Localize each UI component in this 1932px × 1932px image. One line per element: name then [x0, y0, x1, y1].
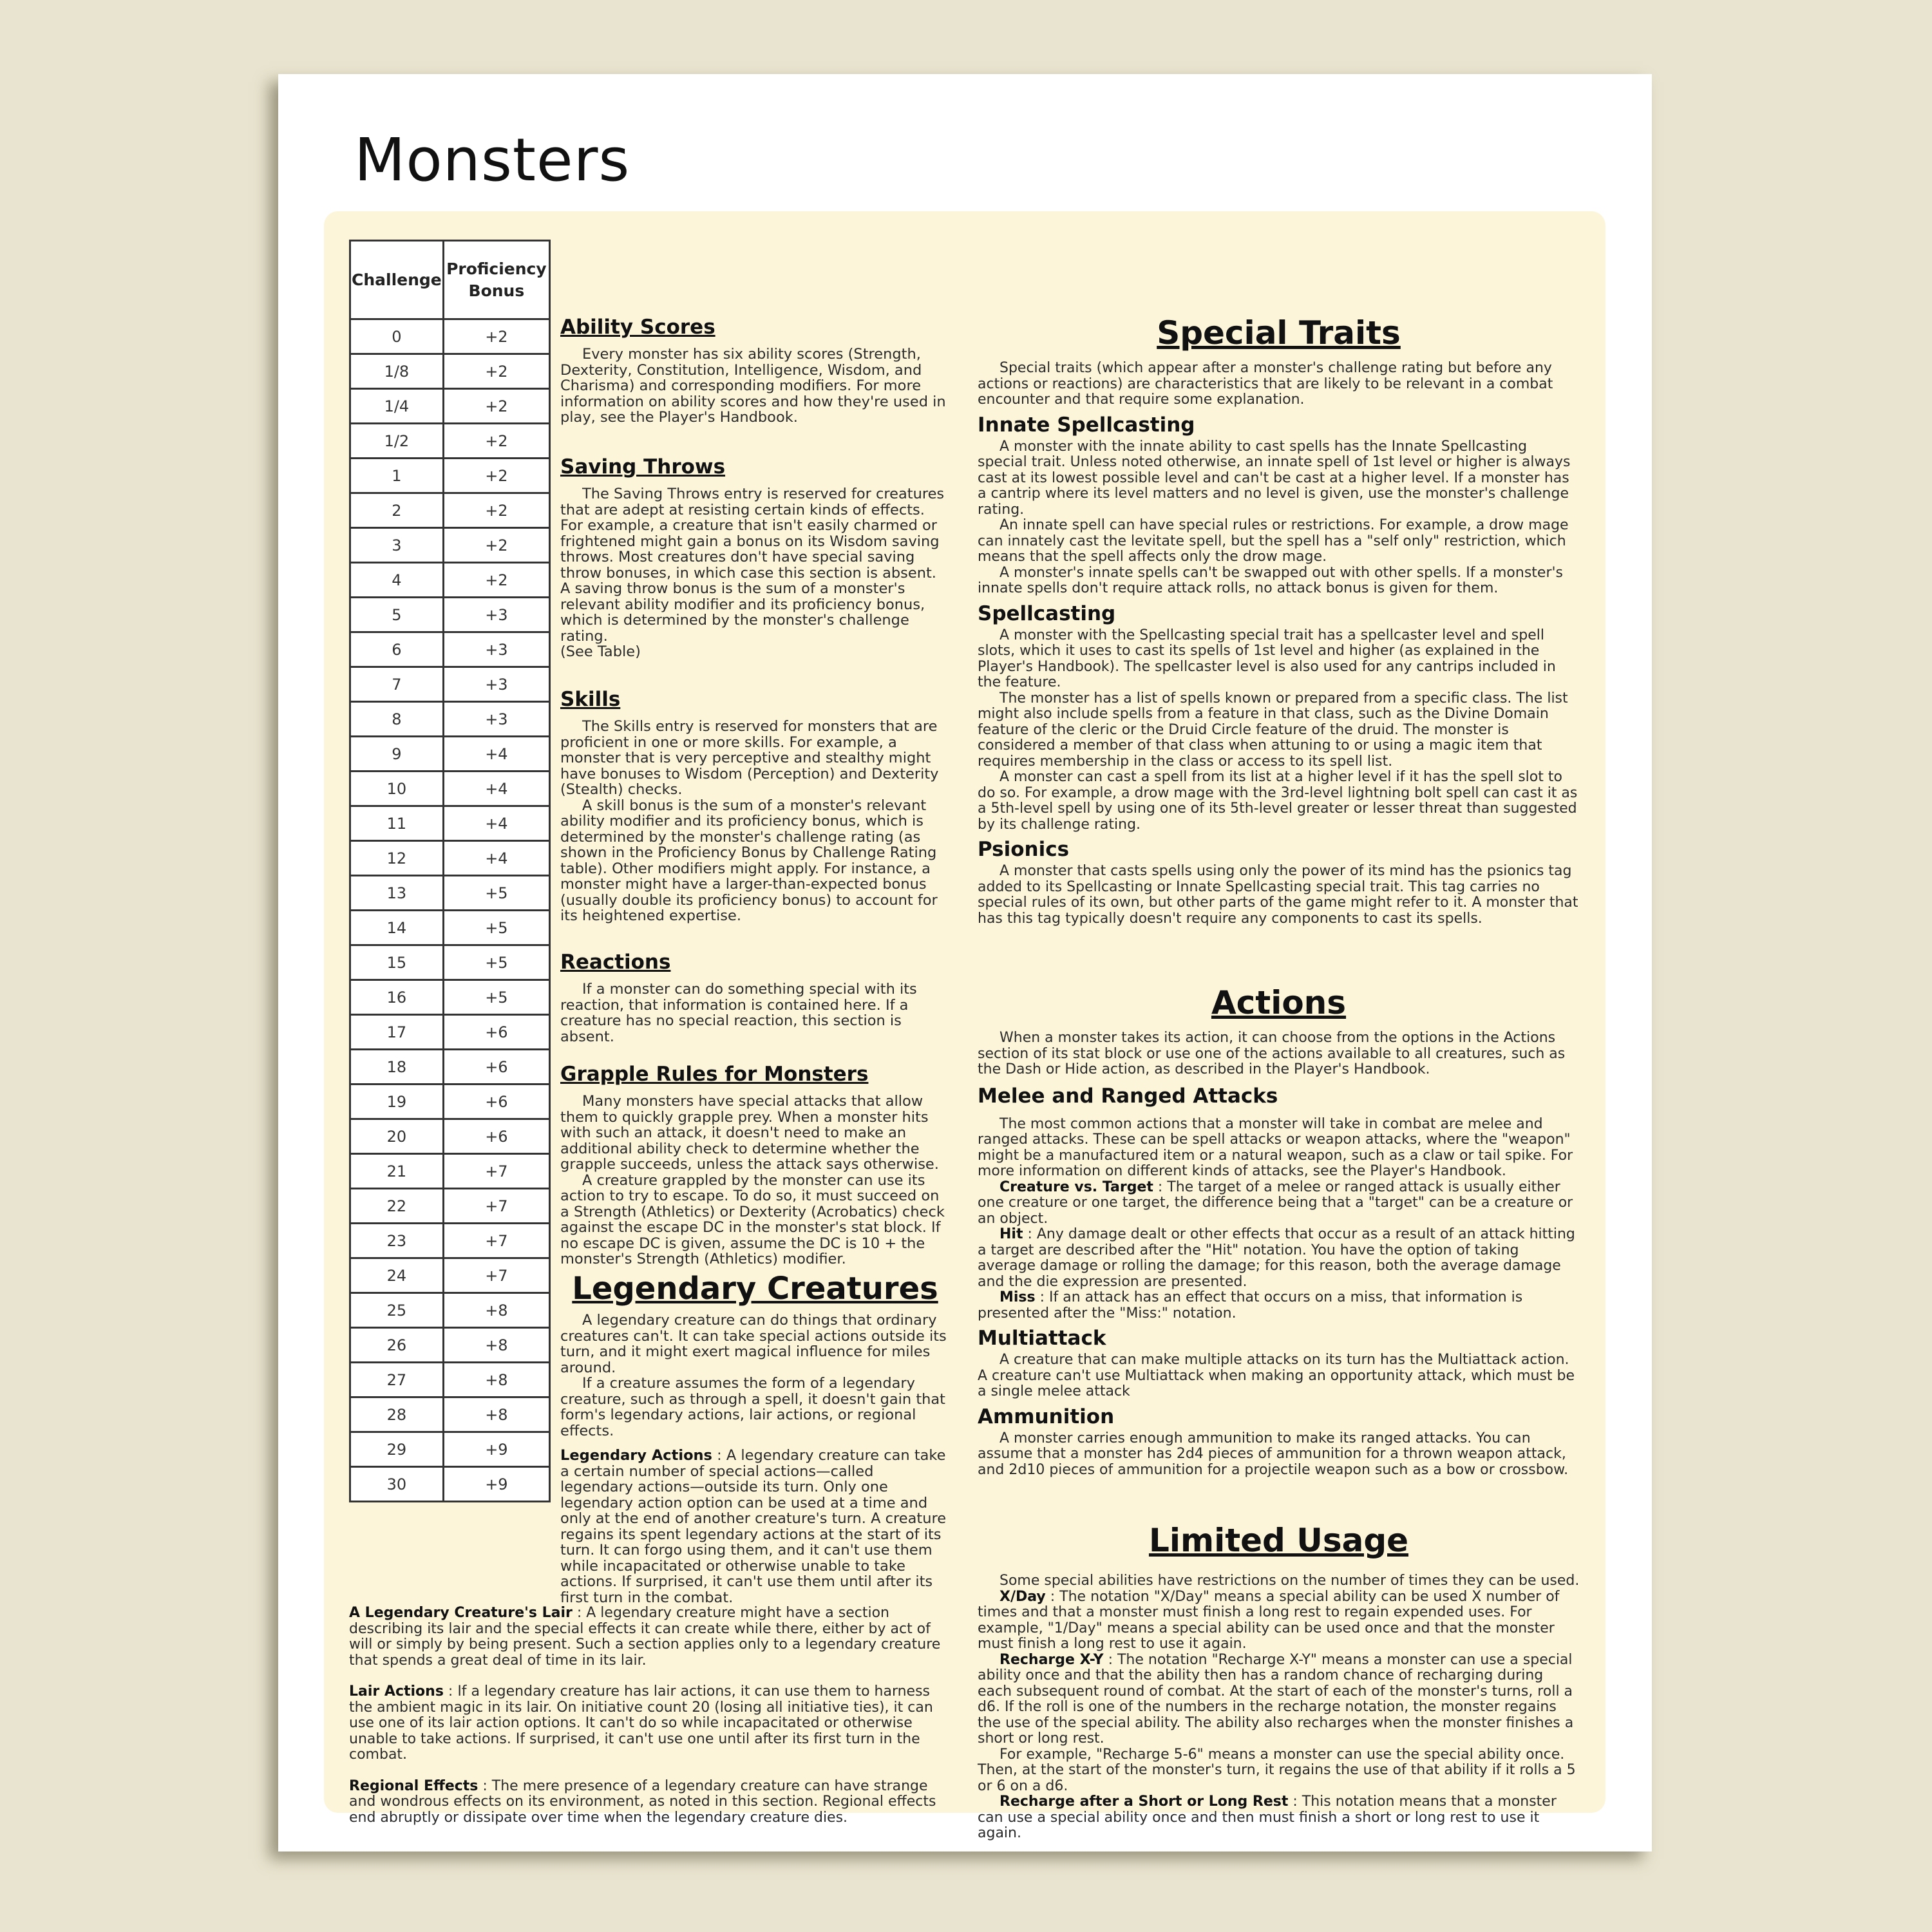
spellcasting-p2: The monster has a list of spells known or prepared from a specific class. The list might also include spells from a feature in that class, such as the Divine Domain feature of the cleric or the Druid Circle feature of the druid. The monster is considered a member of that class when attuning to or using a magic item that requires membership in the class or access to its spell list.	[978, 690, 1568, 770]
spellcasting-p1: A monster with the Spellcasting special trait has a spellcaster level and spell slots, which it uses to cast its spells of 1st level and higher (as explained in the Player's Handbook). The spellcaster level is also used for any cantrips included in the feature.	[978, 627, 1556, 690]
section-lair	[349, 1605, 951, 1826]
innate-p1: A monster with the innate ability to cast spells has the Innate Spellcasting special trait. Unless noted otherwise, an innate spell of 1st level or higher is always cast at its lowest possible level and can't be cast at a higher level. If a monster has a cantrip where its level matters and no level is given, use the monster's challenge rating.	[978, 438, 1571, 518]
recharge-example: For example, "Recharge 5-6" means a monster can use the special ability once. Then, at the start of the monster's turn, it regains the use of that ability if it rolls a 5 or 6 on a d6.	[978, 1746, 1576, 1794]
table-row	[350, 1084, 550, 1119]
heading-ability-scores: Ability Scores	[560, 316, 715, 339]
section-legendary-creatures	[560, 1270, 950, 1605]
skills-text: The Skills entry is reserved for monsters that are proficient in one or more skills. For example, a monster that is very perceptive and stealthy might have bonuses to Wisdom (Perception) and Dexterity (Stealth) checks.	[560, 718, 939, 798]
table-row	[350, 1224, 550, 1258]
challenge-cell: 1/4	[350, 389, 444, 424]
table-row	[350, 459, 550, 493]
proficiency-cell: +6	[443, 1084, 549, 1119]
recharge-text: : The notation "Recharge X-Y" means a monster can use a special ability once and that the ability then has a random chance of recharging during each subsequent round of combat. At the start of each of the monster's turns, roll a d6. If the roll is one of the numbers in the recharge notation, the monster regains the use of the special ability. The ability also recharges when the monster finishes a short or long rest.	[978, 1651, 1574, 1747]
section-reactions	[560, 951, 950, 1045]
legendary-text-2: If a creature assumes the form of a legendary creature, such as through a spell, it doesn't gain that form's legendary actions, lair actions, or regional effects.	[560, 1375, 946, 1439]
legendary-actions-text: : A legendary creature can take a certain number of special actions—called legendary actions—outside its turn. Only one legendary action option can be used at a time and only at the end of another creature's turn. A creature regains its spent legendary actions at the start of its turn. It can forgo using them, and it can't use them while incapacitated or otherwise unable to take actions. If surprised, it can't use them until after its first turn in the combat.	[560, 1447, 947, 1606]
heading-innate-spellcasting: Innate Spellcasting	[978, 413, 1195, 437]
proficiency-cell: +3	[443, 632, 549, 667]
table-row	[350, 876, 550, 911]
challenge-cell: 23	[350, 1224, 444, 1258]
challenge-cell: 28	[350, 1397, 444, 1432]
table-row	[350, 354, 550, 389]
proficiency-cell: +2	[443, 354, 549, 389]
proficiency-cell: +6	[443, 1015, 549, 1050]
proficiency-cell: +4	[443, 841, 549, 876]
proficiency-cell: +8	[443, 1293, 549, 1328]
table-row	[350, 528, 550, 563]
challenge-cell: 6	[350, 632, 444, 667]
challenge-cell: 1/2	[350, 424, 444, 459]
special-traits-text: Special traits (which appear after a monster's challenge rating but before any actions or reactions) are characteristics that are likely to be relevant in a combat encounter and that require some explanation.	[978, 360, 1553, 408]
heading-reactions: Reactions	[560, 951, 671, 974]
regional-effects-label: Regional Effects	[349, 1777, 478, 1794]
challenge-cell: 5	[350, 598, 444, 632]
challenge-cell: 14	[350, 911, 444, 945]
challenge-cell: 4	[350, 563, 444, 598]
hit-text: : Any damage dealt or other effects that occur as a result of an attack hitting a target are described after the "Hit" notation. You have the option of taking average damage or rolling the damage; for this reason, both the average damage and the die expression are presented.	[978, 1226, 1575, 1290]
proficiency-cell: +2	[443, 493, 549, 528]
hit-label: Hit	[999, 1226, 1023, 1242]
lair-actions-text: : If a legendary creature has lair actions, it can use them to harness the ambient magic in its lair. On initiative count 20 (losing all initiative ties), it can use one of its lair action options. It can't do so while incapacitated or otherwise unable to take actions. If surprised, it can't use one until after its first turn in the combat.	[349, 1683, 933, 1763]
challenge-cell: 11	[350, 806, 444, 841]
challenge-cell: 22	[350, 1189, 444, 1224]
saving-throws-see-table: (See Table)	[560, 643, 641, 660]
x-day-text: : The notation "X/Day" means a special ability can be used X number of times and that a monster must finish a long rest to regain expended uses. For example, "1/Day" means a special ability can be used once and that the monster must finish a long rest to use it again.	[978, 1588, 1560, 1652]
proficiency-cell: +5	[443, 911, 549, 945]
heading-saving-throws: Saving Throws	[560, 455, 726, 478]
proficiency-cell: +2	[443, 389, 549, 424]
miss-text: : If an attack has an effect that occurs on a miss, that information is presented after the "Miss:" notation.	[978, 1289, 1523, 1321]
reactions-text: If a monster can do something special with its reaction, that information is contained here. If a creature has no special reaction, this section is absent.	[560, 981, 917, 1045]
proficiency-cell: +5	[443, 876, 549, 911]
heading-actions: Actions	[1211, 984, 1347, 1021]
heading-ammunition: Ammunition	[978, 1405, 1115, 1428]
challenge-cell: 12	[350, 841, 444, 876]
table-row	[350, 1363, 550, 1397]
heading-special-traits: Special Traits	[1157, 314, 1401, 352]
challenge-cell: 1	[350, 459, 444, 493]
saving-throws-text-2: A saving throw bonus is the sum of a monster's relevant ability modifier and its proficiency bonus, which is determined by the monster's challenge rating.	[560, 580, 925, 645]
table-row	[350, 980, 550, 1015]
challenge-cell: 15	[350, 945, 444, 980]
challenge-cell: 19	[350, 1084, 444, 1119]
challenge-cell: 29	[350, 1432, 444, 1467]
table-row	[350, 493, 550, 528]
table-row	[350, 319, 550, 354]
document-page	[278, 74, 1652, 1852]
innate-p3: A monster's innate spells can't be swapped out with other spells. If a monster's innate spells don't require attack rolls, no attack bonus is given for them.	[978, 564, 1564, 596]
skills-text-2: A skill bonus is the sum of a monster's relevant ability modifier and its proficiency bonus, which is determined by the monster's challenge rating (as shown in the Proficiency Bonus by Challenge Rating table). Other modifiers might apply. For instance, a monster might have a larger-than-expected bonus (usually double its proficiency bonus) to account for its heightened expertise.	[560, 797, 938, 924]
spellcasting-p3: A monster can cast a spell from its list at a higher level if it has the spell slot to do so. For example, a drow mage with the 3rd-level lightning bolt spell can cast it as a 5th-level spell by using one of its 5th-level greater or lesser threat than suggested by its challenge rating.	[978, 769, 1578, 833]
challenge-cell: 18	[350, 1050, 444, 1084]
proficiency-cell: +3	[443, 702, 549, 737]
proficiency-cell: +8	[443, 1397, 549, 1432]
section-actions	[978, 984, 1580, 1478]
table-row	[350, 1154, 550, 1189]
heading-melee-ranged: Melee and Ranged Attacks	[978, 1084, 1278, 1108]
heading-spellcasting: Spellcasting	[978, 601, 1116, 625]
proficiency-cell: +2	[443, 459, 549, 493]
proficiency-cell: +2	[443, 424, 549, 459]
proficiency-cell: +7	[443, 1189, 549, 1224]
table-row	[350, 1328, 550, 1363]
table-row	[350, 911, 550, 945]
creature-vs-target-text: : The target of a melee or ranged attack is usually either one creature or one target, the difference being that a "target" can be a creature or an object.	[978, 1179, 1573, 1227]
recharge-label: Recharge X-Y	[999, 1651, 1104, 1668]
challenge-cell: 9	[350, 737, 444, 772]
section-ability-scores	[560, 316, 950, 426]
actions-text: When a monster takes its action, it can choose from the options in the Actions section of its stat block or use one of the actions available to all creatures, such as the Dash or Hide action, as described in the Player's Handbook.	[978, 1030, 1566, 1077]
proficiency-bonus-table	[349, 240, 551, 1502]
table-row	[350, 737, 550, 772]
heading-multiattack: Multiattack	[978, 1327, 1106, 1350]
lair-label: A Legendary Creature's Lair	[349, 1605, 573, 1621]
table-row	[350, 1432, 550, 1467]
proficiency-cell: +9	[443, 1467, 549, 1502]
heading-skills: Skills	[560, 688, 621, 711]
legendary-text: A legendary creature can do things that ordinary creatures can't. It can take special actions outside its turn, and it might exert magical influence for miles around.	[560, 1312, 947, 1376]
heading-grapple: Grapple Rules for Monsters	[560, 1063, 869, 1086]
proficiency-cell: +7	[443, 1154, 549, 1189]
proficiency-cell: +4	[443, 806, 549, 841]
heading-legendary-creatures: Legendary Creatures	[572, 1271, 938, 1307]
challenge-cell: 26	[350, 1328, 444, 1363]
challenge-cell: 30	[350, 1467, 444, 1502]
psionics-text: A monster that casts spells using only the power of its mind has the psionics tag added to its Spellcasting or Innate Spellcasting special trait. This tag carries no special rules of its own, but other parts of the game might refer to it. A monster that has this tag typically doesn't require any components to cast its spells.	[978, 863, 1578, 927]
legendary-actions-label: Legendary Actions	[560, 1447, 712, 1464]
table-row	[350, 667, 550, 702]
innate-p2: An innate spell can have special rules or restrictions. For example, a drow mage can innately cast the levitate spell, but the spell has a "self only" restriction, which means that the spell affects only the drow mage.	[978, 517, 1569, 565]
table-row	[350, 1258, 550, 1293]
proficiency-cell: +2	[443, 563, 549, 598]
table-header-challenge: Challenge	[350, 241, 444, 319]
proficiency-cell: +8	[443, 1328, 549, 1363]
challenge-cell: 3	[350, 528, 444, 563]
challenge-cell: 16	[350, 980, 444, 1015]
limited-usage-text: Some special abilities have restrictions on the number of times they can be used.	[999, 1573, 1580, 1589]
challenge-cell: 0	[350, 319, 444, 354]
table-row	[350, 632, 550, 667]
challenge-cell: 10	[350, 772, 444, 806]
table-row	[350, 1467, 550, 1502]
challenge-cell: 21	[350, 1154, 444, 1189]
heading-psionics: Psionics	[978, 838, 1070, 861]
table-row	[350, 563, 550, 598]
table-row	[350, 1015, 550, 1050]
challenge-cell: 17	[350, 1015, 444, 1050]
table-row	[350, 1119, 550, 1154]
rest-recharge-label: Recharge after a Short or Long Rest	[999, 1794, 1289, 1810]
proficiency-cell: +5	[443, 945, 549, 980]
proficiency-cell: +3	[443, 598, 549, 632]
lair-text: : A legendary creature might have a section describing its lair and the special effects it can create while there, either by act of will or simply by being present. Such a section applies only to a legendary creature that spends a great deal of time in its lair.	[349, 1605, 941, 1669]
proficiency-cell: +5	[443, 980, 549, 1015]
lair-actions-label: Lair Actions	[349, 1683, 444, 1700]
proficiency-cell: +6	[443, 1050, 549, 1084]
multiattack-text: A creature that can make multiple attacks on its turn has the Multiattack action. A creature can't use Multiattack when making an opportunity attack, which must be a single melee attack	[978, 1352, 1575, 1399]
table-row	[350, 389, 550, 424]
creature-vs-target-label: Creature vs. Target	[999, 1179, 1153, 1195]
challenge-cell: 8	[350, 702, 444, 737]
grapple-text-2: A creature grappled by the monster can use its action to try to escape. To do so, it must succeed on a Strength (Athletics) or Dexterity (Acrobatics) check against the escape DC in the monster's stat block. If no escape DC is given, assume the DC is 10 + the monster's Strength (Athletics) modifier.	[560, 1171, 945, 1267]
heading-limited-usage: Limited Usage	[1148, 1522, 1409, 1559]
challenge-cell: 1/8	[350, 354, 444, 389]
regional-effects-text: : The mere presence of a legendary creature can have strange and wondrous effects on its environment, as noted in this section. Regional effects end abruptly or dissipate over time when the legendary creature dies.	[349, 1777, 936, 1826]
table-row	[350, 1397, 550, 1432]
proficiency-cell: +2	[443, 528, 549, 563]
proficiency-cell: +9	[443, 1432, 549, 1467]
table-row	[350, 772, 550, 806]
ammunition-text: A monster carries enough ammunition to make its ranged attacks. You can assume that a monster has 2d4 pieces of ammunition for a thrown weapon attack, and 2d10 pieces of ammunition for a projectile weapon such as a bow or crossbow.	[978, 1430, 1569, 1478]
table-row	[350, 702, 550, 737]
rest-recharge-text: : This notation means that a monster can use a special ability once and then must finish a short or long rest to use it again.	[978, 1794, 1557, 1841]
section-saving-throws	[560, 455, 950, 660]
table-row	[350, 806, 550, 841]
challenge-cell: 25	[350, 1293, 444, 1328]
section-grapple	[560, 1063, 950, 1267]
challenge-cell: 13	[350, 876, 444, 911]
proficiency-cell: +4	[443, 737, 549, 772]
x-day-label: X/Day	[999, 1588, 1046, 1605]
challenge-cell: 20	[350, 1119, 444, 1154]
page-title: Monsters	[354, 126, 630, 194]
proficiency-cell: +7	[443, 1224, 549, 1258]
proficiency-cell: +6	[443, 1119, 549, 1154]
table-row	[350, 1189, 550, 1224]
content-panel	[324, 211, 1605, 1841]
section-special-traits	[978, 314, 1580, 927]
challenge-cell: 7	[350, 667, 444, 702]
section-limited-usage	[978, 1522, 1580, 1842]
table-row	[350, 1050, 550, 1084]
saving-throws-text: The Saving Throws entry is reserved for creatures that are adept at resisting certain kinds of effects. For example, a creature that isn't easily charmed or frightened might gain a bonus on its Wisdom saving throws. Most creatures don't have special saving throw bonuses, in which case this section is absent.	[560, 486, 945, 582]
proficiency-cell: +7	[443, 1258, 549, 1293]
melee-text: The most common actions that a monster will take in combat are melee and ranged attacks. These can be spell attacks or weapon attacks, where the "weapon" might be a manufactured item or a natural weapon, such as a claw or tail spike. For more information on different kinds of attacks, see the Player's Handbook.	[978, 1115, 1573, 1179]
table-row	[350, 424, 550, 459]
grapple-text: Many monsters have special attacks that allow them to quickly grapple prey. When a monster hits with such an attack, it doesn't need to make an additional ability check to determine whether the grapple succeeds, unless the attack says otherwise.	[560, 1093, 939, 1173]
table-row	[350, 945, 550, 980]
table-row	[350, 841, 550, 876]
challenge-cell: 24	[350, 1258, 444, 1293]
section-skills	[560, 688, 950, 924]
proficiency-cell: +2	[443, 319, 549, 354]
challenge-cell: 27	[350, 1363, 444, 1397]
proficiency-cell: +8	[443, 1363, 549, 1397]
miss-label: Miss	[999, 1289, 1036, 1305]
table-row	[350, 598, 550, 632]
ability-scores-text: Every monster has six ability scores (Strength, Dexterity, Constitution, Intelligence, Wisdom, and Charisma) and corresponding modifiers. For more information on ability scores and how they're used in play, see the Player's Handbook.	[560, 346, 946, 426]
table-header-proficiency: Proficiency Bonus	[443, 241, 549, 319]
table-row	[350, 1293, 550, 1328]
proficiency-cell: +4	[443, 772, 549, 806]
proficiency-cell: +3	[443, 667, 549, 702]
challenge-cell: 2	[350, 493, 444, 528]
